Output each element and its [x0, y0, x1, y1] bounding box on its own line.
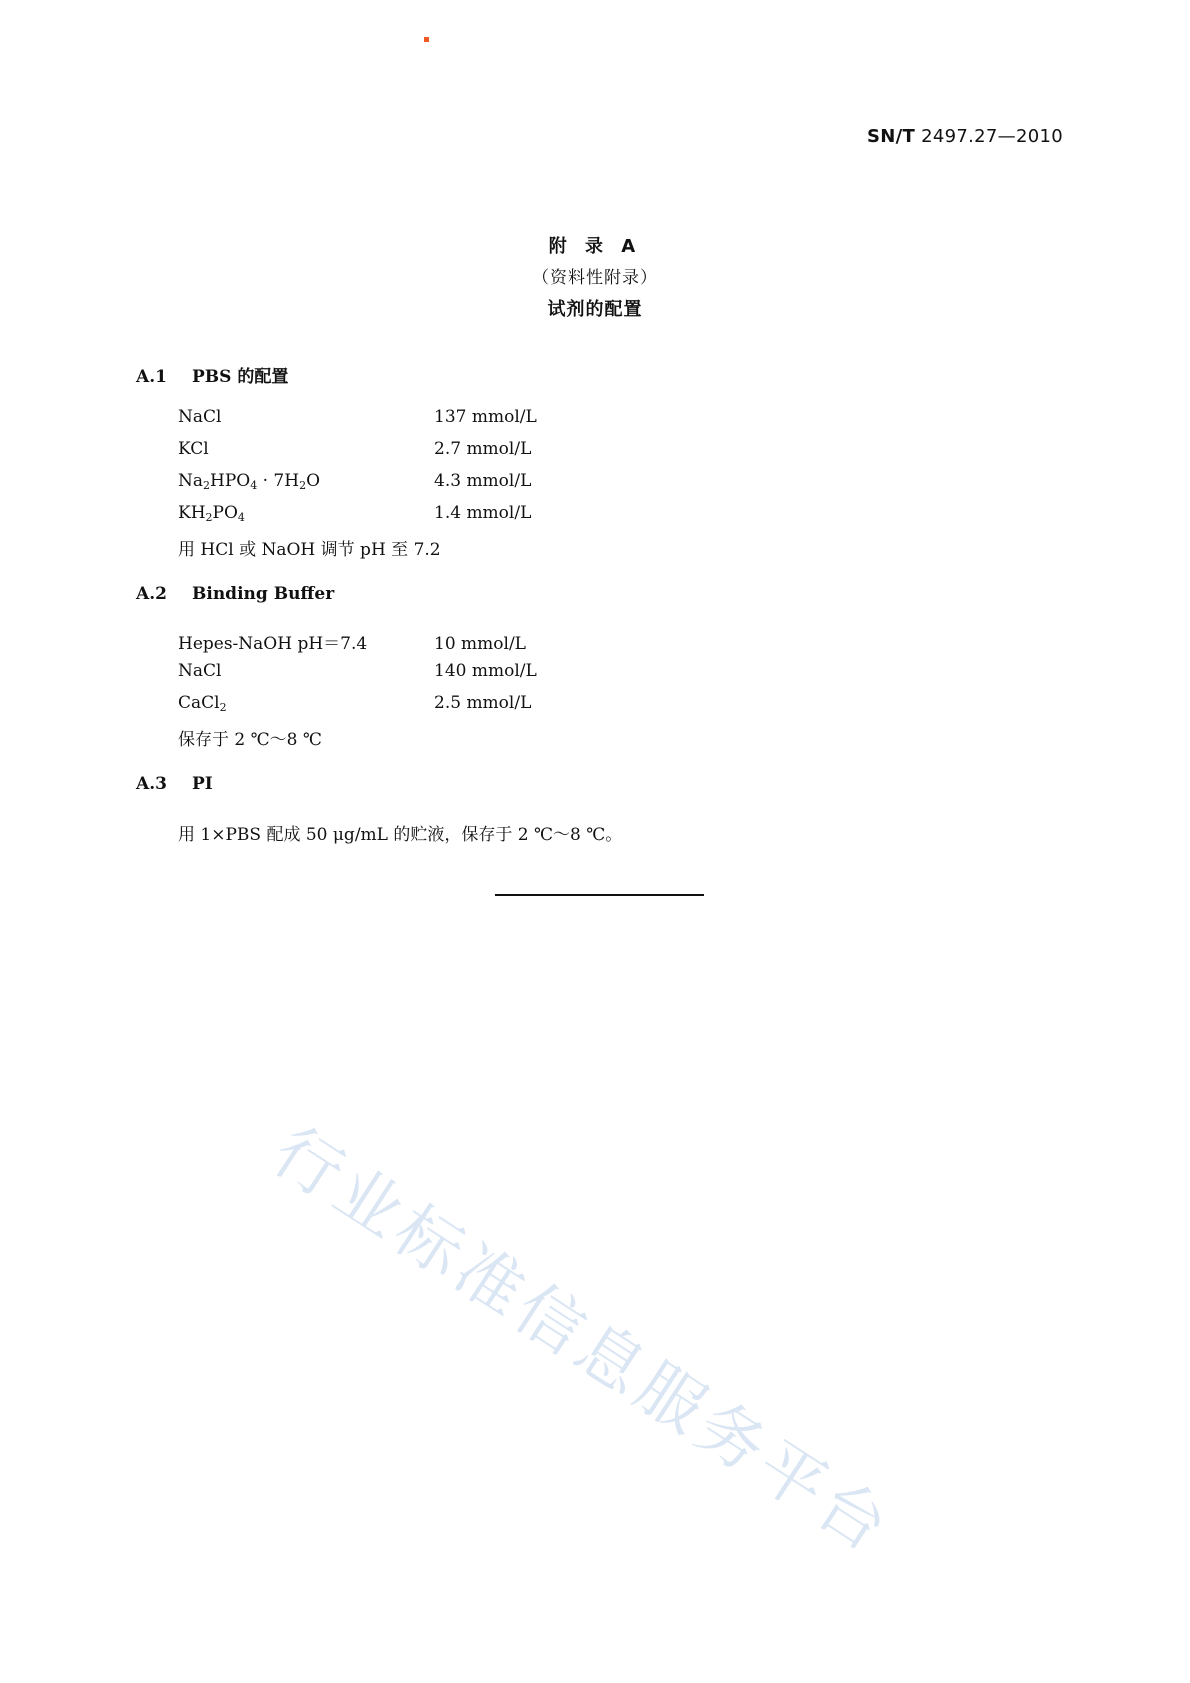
- section-number: A.1: [136, 367, 167, 387]
- section-title: Binding Buffer: [192, 584, 335, 604]
- reagent-concentration: 137 mmol/L: [434, 407, 537, 427]
- section-title: PI: [192, 774, 213, 794]
- section-a3-heading: [136, 774, 213, 794]
- reagent-row: [178, 661, 537, 681]
- standard-prefix: SN/T: [867, 126, 916, 147]
- section-a1-heading: [136, 362, 288, 387]
- reagent-row: [178, 693, 531, 714]
- section-note: 保存于 2 ℃～8 ℃: [178, 730, 322, 750]
- reagent-concentration: 4.3 mmol/L: [434, 471, 532, 491]
- watermark: 行业标准信息服务平台: [259, 1112, 906, 1570]
- section-a2-heading: [136, 584, 334, 604]
- annex-subject: 试剂的配置: [547, 299, 643, 320]
- reagent-name: $Na_2HPO_4 \cdot 7H_2O$: [178, 471, 321, 492]
- reagent-row: [178, 503, 531, 524]
- reagent-concentration: 140 mmol/L: [434, 661, 537, 681]
- reagent-row: [178, 471, 531, 492]
- orange-mark-dot: [424, 37, 429, 42]
- reagent-name: NaCl: [178, 661, 222, 681]
- section-text: 用 1×PBS 配成 50 μg/mL 的贮液，保存于 2 ℃～8 ℃。: [178, 825, 623, 845]
- reagent-name: KCl: [178, 439, 209, 459]
- standard-code: 2497.27—2010: [915, 126, 1063, 147]
- annex-title: 附 录 A: [548, 236, 642, 257]
- section-title: PBS 的配置: [192, 367, 289, 387]
- section-number: A.3: [136, 774, 167, 794]
- reagent-name: Hepes-NaOH pH＝7.4: [178, 634, 368, 654]
- reagent-name: CaCl$_2$: [178, 693, 227, 714]
- reagent-name: $KH_2PO_4$: [178, 503, 245, 524]
- reagent-concentration: 1.4 mmol/L: [434, 503, 532, 523]
- reagent-concentration: 2.7 mmol/L: [434, 439, 532, 459]
- reagent-concentration: 2.5 mmol/L: [434, 693, 532, 713]
- section-number: A.2: [136, 584, 167, 604]
- reagent-name: NaCl: [178, 407, 222, 427]
- standard-number: [867, 126, 1063, 147]
- reagent-row: [178, 629, 526, 654]
- section-note: 用 HCl 或 NaOH 调节 pH 至 7.2: [178, 540, 441, 560]
- reagent-row: [178, 439, 531, 459]
- reagent-concentration: 10 mmol/L: [434, 634, 526, 654]
- end-rule: [495, 894, 704, 896]
- annex-type: （资料性附录）: [532, 268, 658, 288]
- reagent-row: [178, 407, 537, 427]
